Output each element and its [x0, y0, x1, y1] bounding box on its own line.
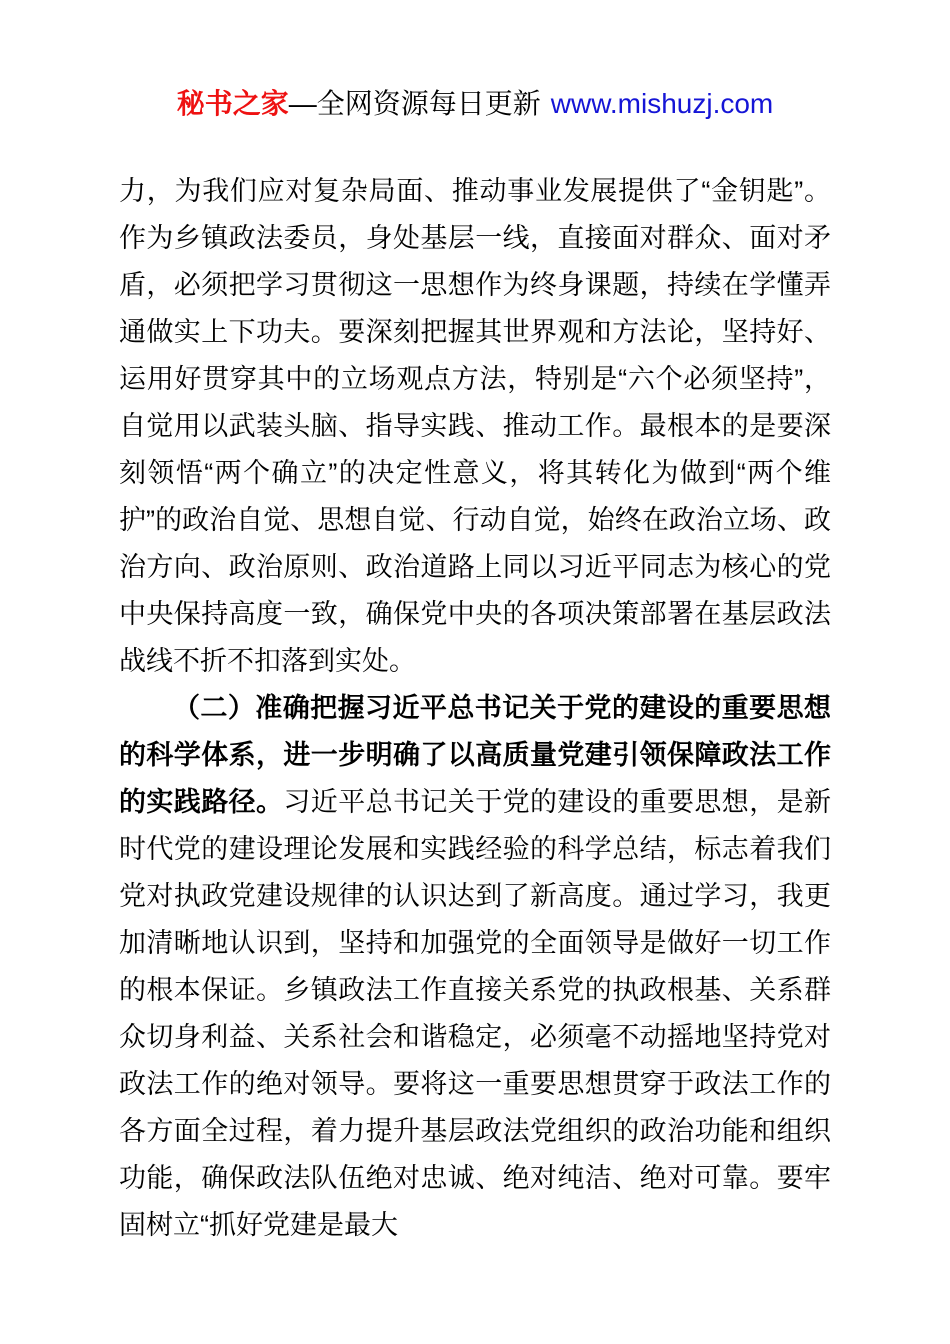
section-2-heading: （二）准确把握习近平总书记关于党的建设的重要思想的科学体系，进一步明确了以高质量党建引领保障政法工作的实践路径。: [119, 693, 831, 817]
site-header: [0, 86, 950, 122]
document-body: [119, 168, 831, 1249]
site-url-link[interactable]: www.mishuzj.com: [550, 88, 774, 119]
paragraph-continuation: 力，为我们应对复杂局面、推动事业发展提供了“金钥匙”。作为乡镇政法委员，身处基层一线，直接面对群众、面对矛盾，必须把学习贯彻这一思想作为终身课题，持续在学懂弄通做实上下功夫。要深刻把握其世界观和方法论，坚持好、运用好贯穿其中的立场观点方法，特别是“六个必须坚持”，自觉用以武装头脑、指导实践、推动工作。最根本的是要深刻领悟“两个确立”的决定性意义，将其转化为做到“两个维护”的政治自觉、思想自觉、行动自觉，始终在政治立场、政治方向、政治原则、政治道路上同以习近平同志为核心的党中央保持高度一致，确保党中央的各项决策部署在基层政法战线不折不扣落到实处。: [119, 176, 831, 676]
section-2-text: 习近平总书记关于党的建设的重要思想，是新时代党的建设理论发展和实践经验的科学总结，标志着我们党对执政党建设规律的认识达到了新高度。通过学习，我更加清晰地认识到，坚持和加强党的全面领导是做好一切工作的根本保证。乡镇政法工作直接关系党的执政根基、关系群众切身利益、关系社会和谐稳定，必须毫不动摇地坚持党对政法工作的绝对领导。要将这一重要思想贯穿于政法工作的各方面全过程，着力提升基层政法党组织的政治功能和组织功能，确保政法队伍绝对忠诚、绝对纯洁、绝对可靠。要牢固树立“抓好党建是最大: [119, 787, 832, 1240]
site-name: 秘书之家: [176, 88, 289, 119]
paragraph-section-2: [119, 685, 831, 1249]
header-tagline: 全网资源每日更新: [316, 88, 541, 119]
header-dash: —: [288, 88, 317, 119]
